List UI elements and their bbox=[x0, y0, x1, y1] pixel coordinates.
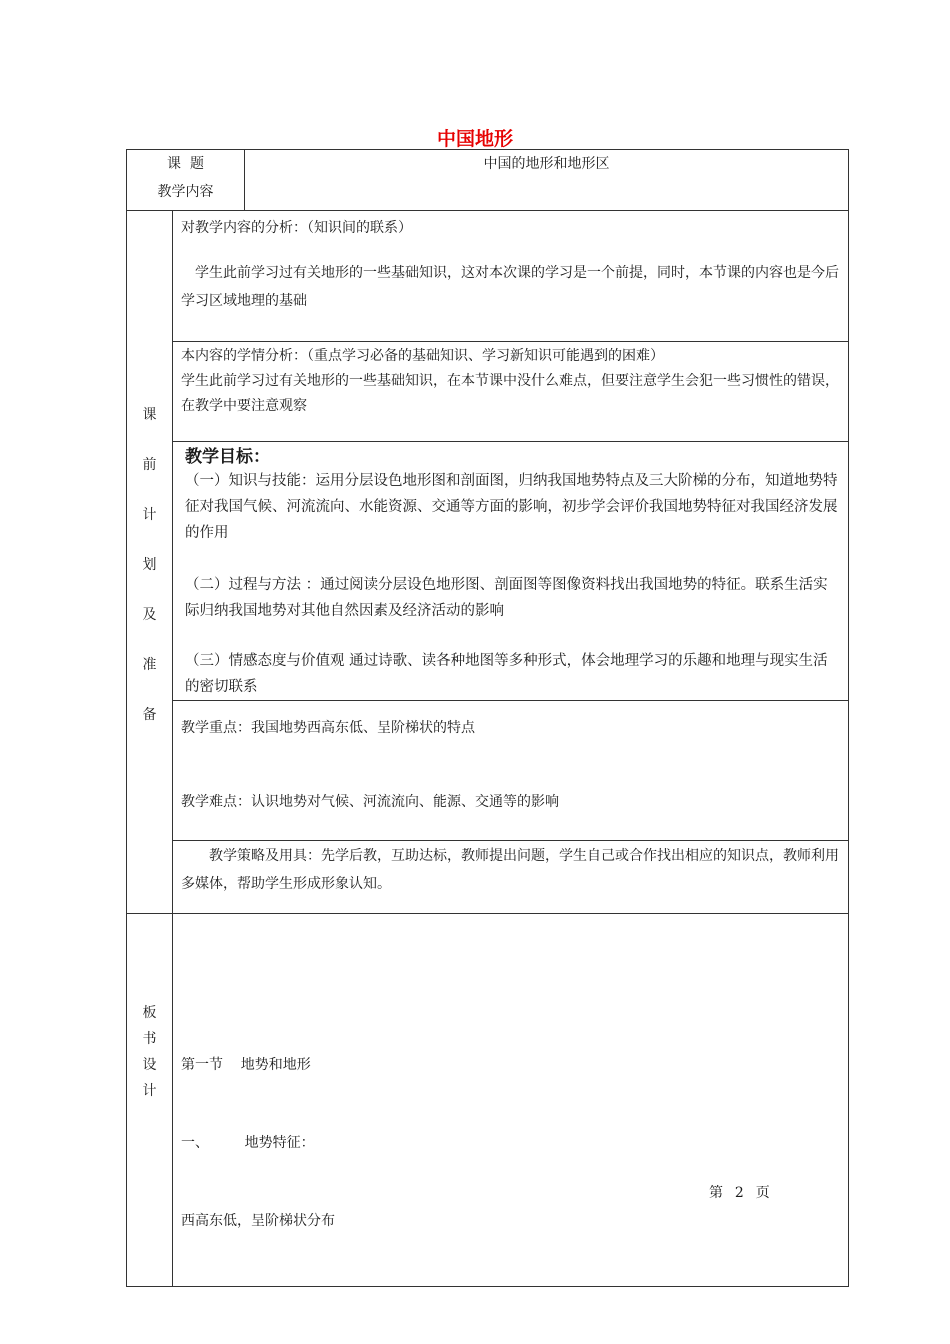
strategy-cell bbox=[173, 841, 849, 914]
side-char: 课 bbox=[142, 406, 157, 423]
side-char: 设 bbox=[142, 1057, 157, 1073]
side-char: 计 bbox=[142, 1083, 157, 1099]
board-line: 第一节 地势和地形 bbox=[181, 1057, 311, 1073]
topic-value-cell bbox=[245, 150, 849, 211]
key-point: 教学重点：我国地势西高东低、呈阶梯状的特点 bbox=[181, 720, 475, 736]
learner-analysis-body: 学生此前学习过有关地形的一些基础知识，在本节课中没什么难点，但要注意学生会犯一些习惯性的错误，在教学中要注意观察 bbox=[181, 373, 839, 414]
difficulty-point: 教学难点：认识地势对气候、河流流向、能源、交通等的影响 bbox=[181, 794, 559, 810]
strategy-text: 教学策略及用具：先学后教，互助达标，教师提出问题，学生自己或合作找出相应的知识点，教师利用多媒体，帮助学生形成形象认知。 bbox=[181, 848, 839, 892]
side-char: 备 bbox=[142, 706, 157, 723]
board-line: 西高东低，呈阶梯状分布 bbox=[181, 1213, 335, 1229]
goals-heading: 教学目标： bbox=[185, 447, 270, 467]
page-number: 第 2 页 bbox=[709, 1185, 771, 1201]
goal-attitude: （三）情感态度与价值观 通过诗歌、读各种地图等多种形式，体会地理学习的乐趣和地理与现实生活的密切联系 bbox=[185, 653, 828, 695]
goal-knowledge: （一）知识与技能：运用分层设色地形图和剖面图，归纳我国地势特点及三大阶梯的分布，知道地势特征对我国气候、河流流向、水能资源、交通等方面的影响，初步学会评价我国地势特征对我国经济发展的作用 bbox=[185, 473, 838, 541]
document-title: 中国地形 bbox=[436, 128, 513, 150]
key-points-cell bbox=[173, 701, 849, 841]
content-analysis-body: 学生此前学习过有关地形的一些基础知识，这对本次课的学习是一个前提，同时，本节课的内容也是今后学习区域地理的基础 bbox=[181, 265, 839, 309]
lesson-plan-table bbox=[126, 149, 849, 1287]
side-char: 板 bbox=[142, 1005, 157, 1021]
teaching-goals-cell bbox=[173, 442, 849, 701]
content-analysis-heading: 对教学内容的分析：（知识间的联系） bbox=[181, 220, 412, 236]
learner-analysis-heading: 本内容的学情分析：（重点学习必备的基础知识、学习新知识可能遇到的困难） bbox=[181, 348, 664, 364]
goal-process: （二）过程与方法 ：通过阅读分层设色地形图、剖面图等图像资料找出我国地势的特征。联系生活实际归纳我国地势对其他自然因素及经济活动的影响 bbox=[185, 577, 828, 619]
side-char: 划 bbox=[142, 556, 157, 573]
content-label: 教学内容 bbox=[157, 184, 214, 200]
topic-label-cell bbox=[127, 150, 245, 211]
board-line: 一、 地势特征： bbox=[181, 1135, 315, 1151]
side-char: 书 bbox=[142, 1031, 157, 1047]
prep-side-label bbox=[127, 211, 173, 914]
side-char: 准 bbox=[142, 656, 157, 673]
board-side-label bbox=[127, 914, 173, 1287]
topic-value: 中国的地形和地形区 bbox=[483, 156, 610, 172]
topic-label: 课 题 bbox=[167, 156, 204, 172]
side-char: 计 bbox=[142, 506, 157, 523]
learner-analysis-cell bbox=[173, 342, 849, 442]
content-analysis-cell bbox=[173, 211, 849, 342]
side-char: 前 bbox=[142, 456, 157, 473]
board-design-cell bbox=[173, 914, 849, 1287]
side-char: 及 bbox=[142, 606, 157, 623]
